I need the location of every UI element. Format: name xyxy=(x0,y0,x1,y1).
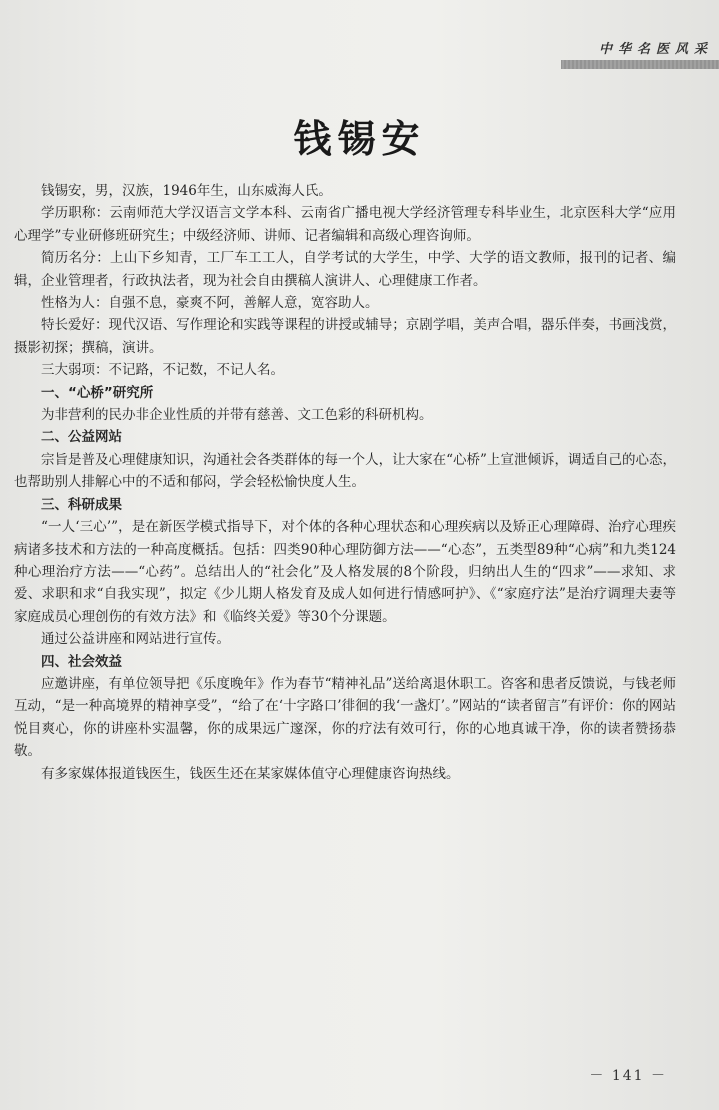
section-heading: 四、社会效益 xyxy=(41,653,122,670)
running-header xyxy=(559,38,719,72)
section-heading: 三、科研成果 xyxy=(41,496,122,513)
page-title: 钱锡安 xyxy=(293,117,426,161)
paragraph: 学历职称：云南师范大学汉语言文学本科、云南省广播电视大学经济管理专科毕业生，北京医科大学“应用心理学”专业研修班研究生；中级经济师、讲师、记者编辑和高级心理咨询师。 xyxy=(14,205,676,244)
article-body xyxy=(14,180,676,785)
paragraph: 宗旨是普及心理健康知识，沟通社会各类群体的每一个人，让大家在“心桥”上宣泄倾诉，调适自己的心态，也帮助别人排解心中的不适和郁闷，学会轻松愉快度人生。 xyxy=(14,451,676,491)
paragraph: 通过公益讲座和网站进行宣传。 xyxy=(41,631,230,648)
section-heading: 二、公益网站 xyxy=(41,429,122,446)
paragraph: 应邀讲座，有单位领导把《乐度晚年》作为春节“精神礼品”送给离退休职工。咨客和患者反馈说，与钱老师互动，“是一种高境界的精神享受”，“给了在‘十字路口’徘徊的我‘一盏灯’。”网站的“读者留言”有评价：你的网站悦目爽心，你的讲座朴实温馨，你的成果远广邃深，你的疗法有效可行，你的心地真诚干净，你的读者赞扬恭敬。 xyxy=(14,675,676,760)
series-title: 中华名医风采 xyxy=(598,42,713,57)
paragraph: 为非营利的民办非企业性质的并带有慈善、文工色彩的科研机构。 xyxy=(41,407,433,424)
page-number: － 141 － xyxy=(589,1068,667,1084)
header-band xyxy=(561,60,719,69)
paragraph: 特长爱好：现代汉语、写作理论和实践等课程的讲授或辅导；京剧学唱，美声合唱，器乐伴奏，书画浅赏，摄影初探；撰稿，演讲。 xyxy=(14,317,676,356)
paragraph: 三大弱项：不记路，不记数，不记人名。 xyxy=(41,362,284,379)
paragraph: 钱锡安，男，汉族，1946年生，山东威海人氏。 xyxy=(41,183,332,199)
paragraph: 性格为人：自强不息，豪爽不阿，善解人意，宽容助人。 xyxy=(41,295,379,312)
paragraph: “一人‘三心’”，是在新医学模式指导下，对个体的各种心理状态和心理疾病以及矫正心理障碍、治疗心理疾病诸多技术和方法的一种高度概括。包括：四类90种心理防御方法——“心态”，五类型89种“心病”和九类124种心理治疗方法——“心药”。总结出人的“社会化”及人格发展的8个阶段，归纳出人生的“四求”——求知、求爱、求职和求“自我实现”，拟定《少儿期人格发育及成人如何进行情感呵护》、《“家庭疗法”是治疗调理夫妻等家庭成员心理创伤的有效方法》和《临终关爱》等30个分课题。 xyxy=(14,519,676,625)
paragraph: 有多家媒体报道钱医生，钱医生还在某家媒体值守心理健康咨询热线。 xyxy=(41,765,460,782)
section-heading: 一、“心桥”研究所 xyxy=(41,384,154,401)
paragraph: 简历名分：上山下乡知青，工厂车工工人，自学考试的大学生，中学、大学的语文教师，报刊的记者、编辑，企业管理者，行政执法者，现为社会自由撰稿人演讲人、心理健康工作者。 xyxy=(14,250,676,289)
